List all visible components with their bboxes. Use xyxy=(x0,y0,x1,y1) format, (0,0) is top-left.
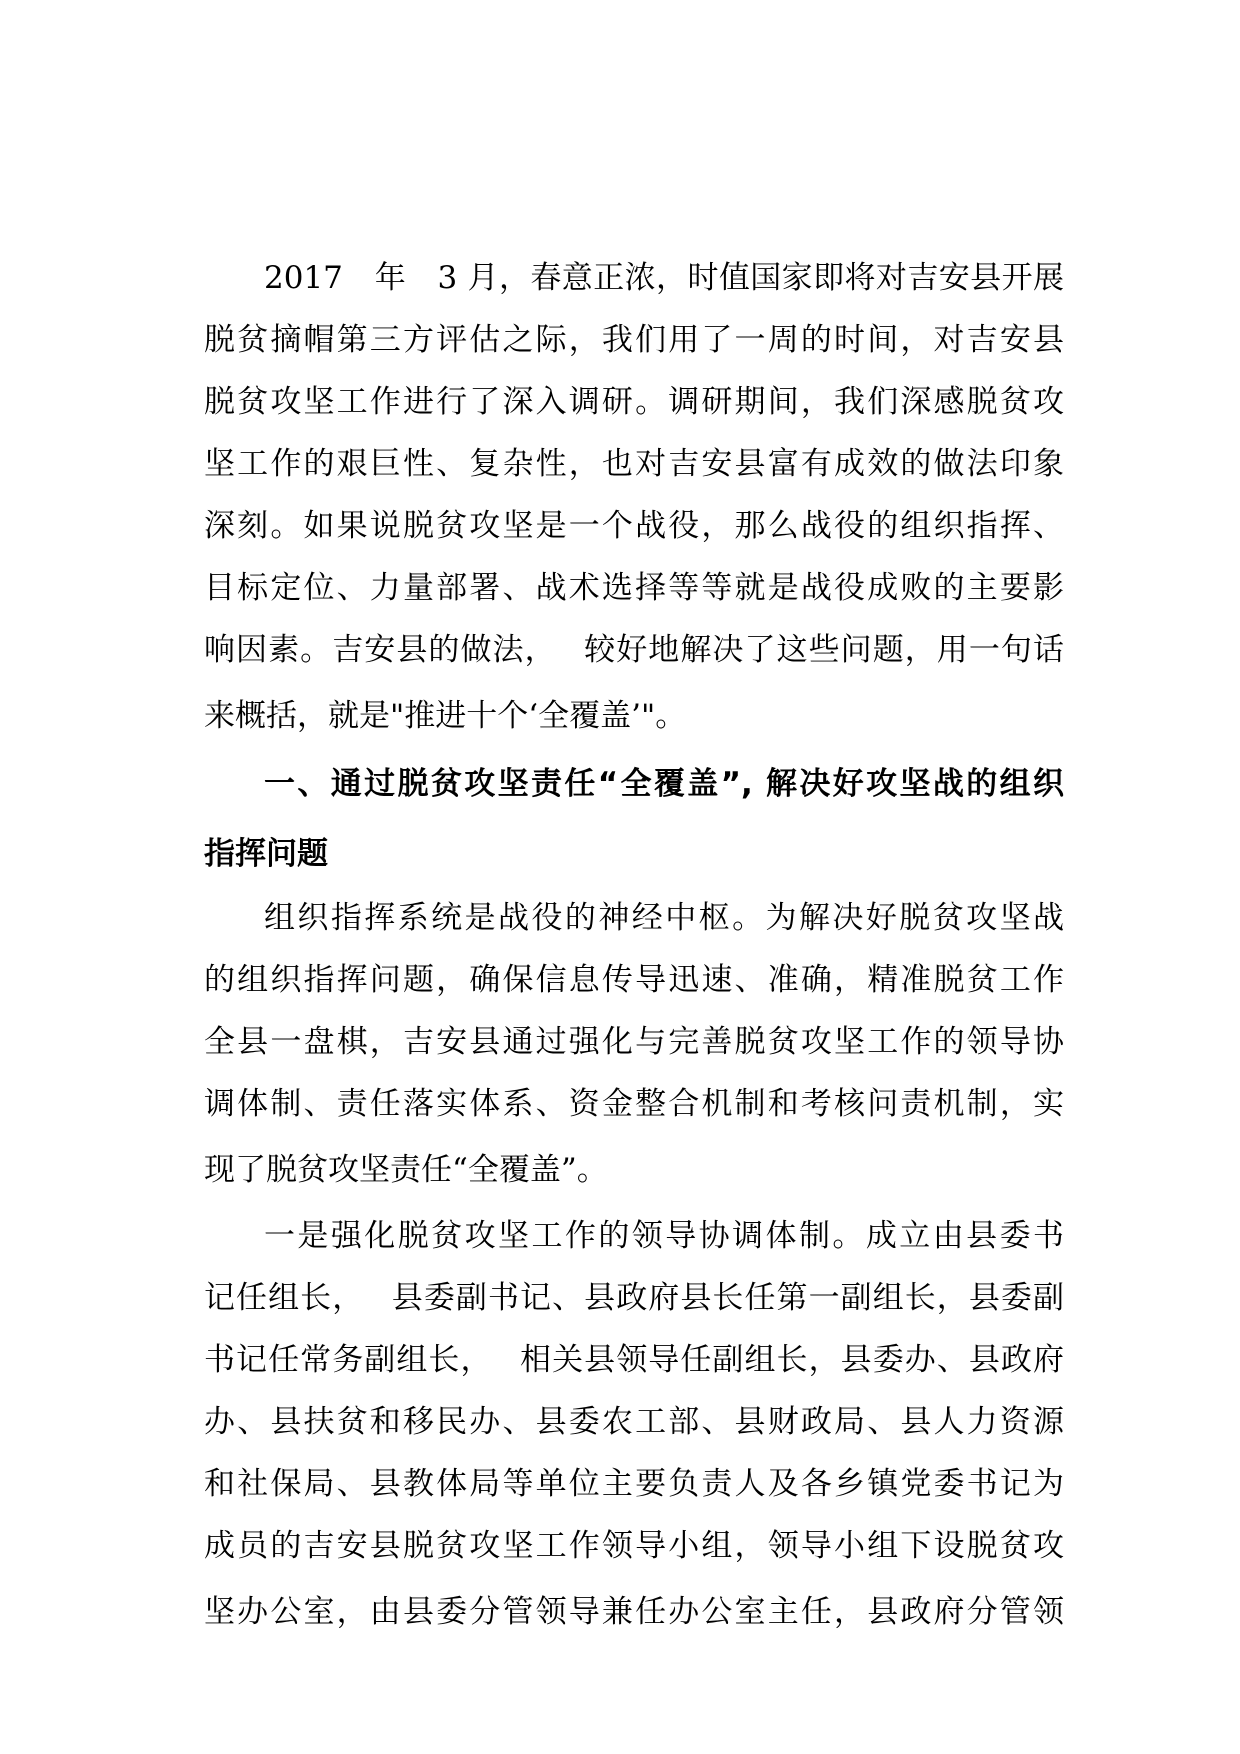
paragraph-3-line-4: 办、县扶贫和移民办、县委农工部、县财政局、县人力资源 xyxy=(204,1404,1064,1440)
paragraph-3-line-3: 书记任常务副组长， 相关县领导任副组长，县委办、县政府 xyxy=(204,1342,1064,1378)
paragraph-2-line-2: 的组织指挥问题，确保信息传导迅速、准确，精准脱贫工作 xyxy=(204,962,1064,998)
intro-line-8: 来概括，就是"推进十个‘全覆盖’"。 xyxy=(204,698,687,734)
intro-line-6: 目标定位、力量部署、战术选择等等就是战役成败的主要影 xyxy=(204,570,1064,606)
paragraph-2-line-1: 组织指挥系统是战役的神经中枢。为解决好脱贫攻坚战 xyxy=(264,900,1064,936)
paragraph-2-line-3: 全县一盘棋，吉安县通过强化与完善脱贫攻坚工作的领导协 xyxy=(204,1024,1064,1060)
intro-line-7: 响因素。吉安县的做法， 较好地解决了这些问题，用一句话 xyxy=(204,632,1064,668)
paragraph-3-line-5: 和社保局、县教体局等单位主要负责人及各乡镇党委书记为 xyxy=(204,1466,1064,1502)
paragraph-3-line-7: 坚办公室，由县委分管领导兼任办公室主任，县政府分管领 xyxy=(204,1594,1064,1630)
section-heading-line-1: 一、通过脱贫攻坚责任“全覆盖”, 解决好攻坚战的组织 xyxy=(264,766,1064,802)
section-heading-line-2: 指挥问题 xyxy=(204,836,328,872)
paragraph-3-line-2: 记任组长， 县委副书记、县政府县长任第一副组长，县委副 xyxy=(204,1280,1064,1316)
paragraph-3-line-1: 一是强化脱贫攻坚工作的领导协调体制。成立由县委书 xyxy=(264,1218,1064,1254)
paragraph-3-line-6: 成员的吉安县脱贫攻坚工作领导小组，领导小组下设脱贫攻 xyxy=(204,1528,1064,1564)
intro-line-5: 深刻。如果说脱贫攻坚是一个战役，那么战役的组织指挥、 xyxy=(204,508,1064,544)
paragraph-2-line-4: 调体制、责任落实体系、资金整合机制和考核问责机制，实 xyxy=(204,1086,1064,1122)
intro-line-1: 2017 年 3 月，春意正浓，时值国家即将对吉安县开展 xyxy=(264,260,1064,296)
intro-line-4: 坚工作的艰巨性、复杂性，也对吉安县富有成效的做法印象 xyxy=(204,446,1064,482)
intro-line-2: 脱贫摘帽第三方评估之际，我们用了一周的时间，对吉安县 xyxy=(204,322,1064,358)
intro-line-3: 脱贫攻坚工作进行了深入调研。调研期间，我们深感脱贫攻 xyxy=(204,384,1064,420)
paragraph-2-line-5: 现了脱贫攻坚责任“全覆盖”。 xyxy=(204,1152,608,1188)
